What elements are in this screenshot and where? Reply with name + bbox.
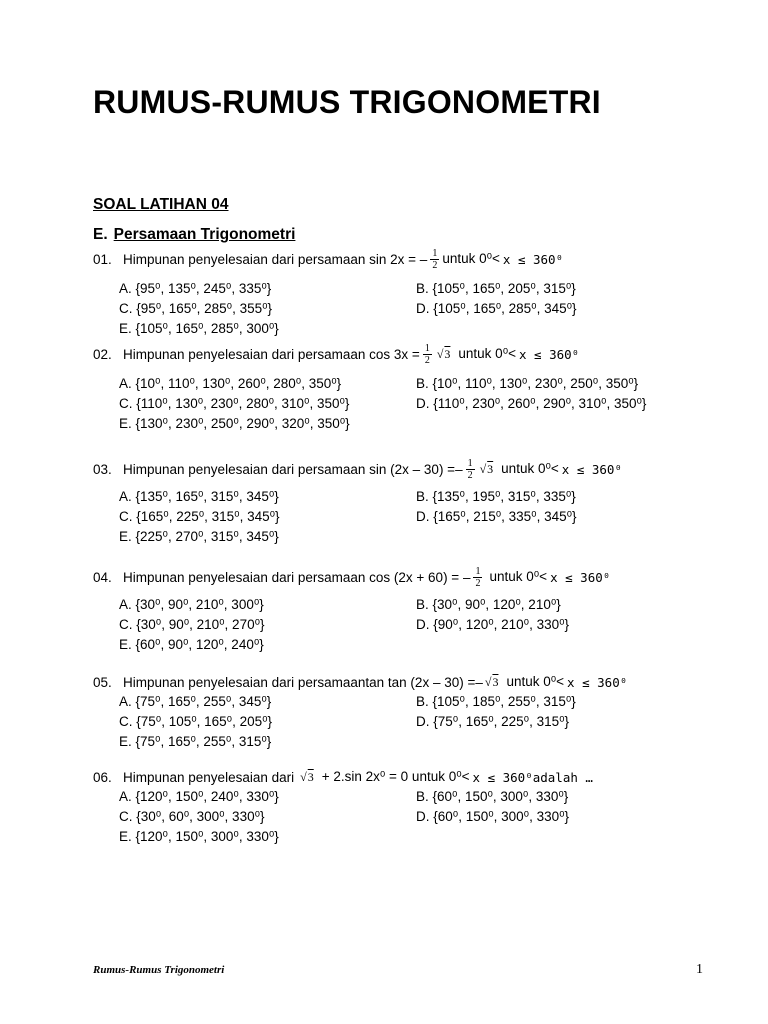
option-c: C. {30⁰, 90⁰, 210⁰, 270⁰} [119,617,265,632]
question-number: 06. [93,769,112,785]
question-text: Himpunan penyelesaian dari persamaan sin (2x – 30) =– [123,461,463,477]
fraction-denominator: 2 [432,259,438,271]
option-b: B. {60⁰, 150⁰, 300⁰, 330⁰} [416,789,569,804]
radicand: 3 [444,346,451,361]
question-range: x ≤ 360⁰ [550,569,611,585]
answer-options [119,487,733,547]
question-range: x ≤ 360⁰adalah … [472,769,593,785]
option-c: C. {110⁰, 130⁰, 230⁰, 280⁰, 310⁰, 350⁰} [119,396,350,411]
option-a: A. {120⁰, 150⁰, 240⁰, 330⁰} [119,789,279,804]
answer-options [119,374,733,434]
option-d: D. {105⁰, 165⁰, 285⁰, 345⁰} [416,301,577,316]
square-root: √3 [436,346,451,361]
option-c: C. {30⁰, 60⁰, 300⁰, 330⁰} [119,809,265,824]
option-e: E. {120⁰, 150⁰, 300⁰, 330⁰} [119,829,279,844]
question-text: Himpunan penyelesaian dari [123,769,295,785]
fraction-denominator: 2 [424,354,430,366]
option-e: E. {105⁰, 165⁰, 285⁰, 300⁰} [119,321,279,336]
footer-document-name: Rumus-Rumus Trigonometri [93,964,225,976]
option-e: E. {60⁰, 90⁰, 120⁰, 240⁰} [119,637,264,652]
question-02 [93,344,733,434]
fraction-numerator: 1 [424,342,430,354]
question-06-stem [93,767,733,787]
question-04-stem [93,567,733,587]
question-range: x ≤ 360⁰ [561,461,622,477]
option-e: E. {225⁰, 270⁰, 315⁰, 345⁰} [119,529,279,544]
question-text: Himpunan penyelesaian dari persamaan cos 3x = [123,346,420,362]
answer-options [119,787,733,847]
question-03-stem [93,459,733,479]
question-condition: untuk 0⁰< [501,461,559,476]
radicand: 3 [487,461,494,476]
question-number: 01. [93,251,112,267]
subsection-heading [93,226,295,244]
question-text: Himpunan penyelesaian dari persamaan cos (2x + 60) = – [123,569,471,585]
option-e: E. {130⁰, 230⁰, 250⁰, 290⁰, 320⁰, 350⁰} [119,416,350,431]
fraction-denominator: 2 [475,577,481,589]
square-root: √3 [484,674,499,689]
option-d: D. {60⁰, 150⁰, 300⁰, 330⁰} [416,809,570,824]
fraction-denominator: 2 [467,469,473,481]
option-a: A. {10⁰, 110⁰, 130⁰, 260⁰, 280⁰, 350⁰} [119,376,342,391]
radicand: 3 [307,769,314,784]
subsection-title: Persamaan Trigonometri [113,226,296,243]
option-b: B. {10⁰, 110⁰, 130⁰, 230⁰, 250⁰, 350⁰} [416,376,639,391]
question-condition: untuk 0⁰< [442,251,500,266]
question-01 [93,249,733,339]
option-c: C. {95⁰, 165⁰, 285⁰, 355⁰} [119,301,273,316]
option-c: C. {165⁰, 225⁰, 315⁰, 345⁰} [119,509,280,524]
option-d: D. {75⁰, 165⁰, 225⁰, 315⁰} [416,714,570,729]
radicand: 3 [492,674,499,689]
question-02-stem [93,344,733,364]
answer-options [119,279,733,339]
option-b: B. {105⁰, 165⁰, 205⁰, 315⁰} [416,281,576,296]
question-number: 02. [93,346,112,362]
section-title: SOAL LATIHAN 04 [93,196,229,213]
answer-options [119,595,733,655]
option-a: A. {95⁰, 135⁰, 245⁰, 335⁰} [119,281,272,296]
answer-options [119,692,733,752]
fraction-numerator: 1 [475,565,481,577]
option-d: D. {165⁰, 215⁰, 335⁰, 345⁰} [416,509,577,524]
question-range: x ≤ 360⁰ [567,674,628,690]
fraction [466,458,475,481]
question-03 [93,459,733,547]
square-root: √3 [300,769,314,784]
subsection-letter: E. [93,226,108,243]
fraction [430,248,439,271]
option-a: A. {75⁰, 165⁰, 255⁰, 345⁰} [119,694,272,709]
fraction [423,343,432,366]
question-text: Himpunan penyelesaian dari persamaantan tan (2x – 30) =– [123,674,483,690]
option-a: A. {135⁰, 165⁰, 315⁰, 345⁰} [119,489,279,504]
option-b: B. {30⁰, 90⁰, 120⁰, 210⁰} [416,597,561,612]
document-title: RUMUS-RUMUS TRIGONOMETRI [93,84,601,120]
question-05 [93,672,733,752]
square-root: √3 [479,461,494,476]
option-b: B. {105⁰, 185⁰, 255⁰, 315⁰} [416,694,576,709]
fraction [473,566,482,589]
footer-page-number: 1 [696,962,703,977]
question-range: x ≤ 360⁰ [519,346,580,362]
question-number: 05. [93,674,112,690]
option-b: B. {135⁰, 195⁰, 315⁰, 335⁰} [416,489,576,504]
question-number: 04. [93,569,112,585]
question-05-stem [93,672,733,692]
option-e: E. {75⁰, 165⁰, 255⁰, 315⁰} [119,734,272,749]
question-condition: + 2.sin 2x⁰ = 0 untuk 0⁰< [321,769,470,784]
fraction-numerator: 1 [432,247,438,259]
option-a: A. {30⁰, 90⁰, 210⁰, 300⁰} [119,597,264,612]
fraction-numerator: 1 [467,457,473,469]
question-condition: untuk 0⁰< [506,674,565,689]
option-c: C. {75⁰, 105⁰, 165⁰, 205⁰} [119,714,273,729]
question-condition: untuk 0⁰< [489,569,548,584]
question-06 [93,767,733,847]
question-01-stem [93,249,733,269]
option-d: D. {90⁰, 120⁰, 210⁰, 330⁰} [416,617,570,632]
option-d: D. {110⁰, 230⁰, 260⁰, 290⁰, 310⁰, 350⁰} [416,396,647,411]
question-condition: untuk 0⁰< [458,346,516,361]
question-text: Himpunan penyelesaian dari persamaan sin 2x = – [123,251,428,267]
question-range: x ≤ 360⁰ [502,251,564,267]
question-04 [93,567,733,655]
question-number: 03. [93,461,112,477]
